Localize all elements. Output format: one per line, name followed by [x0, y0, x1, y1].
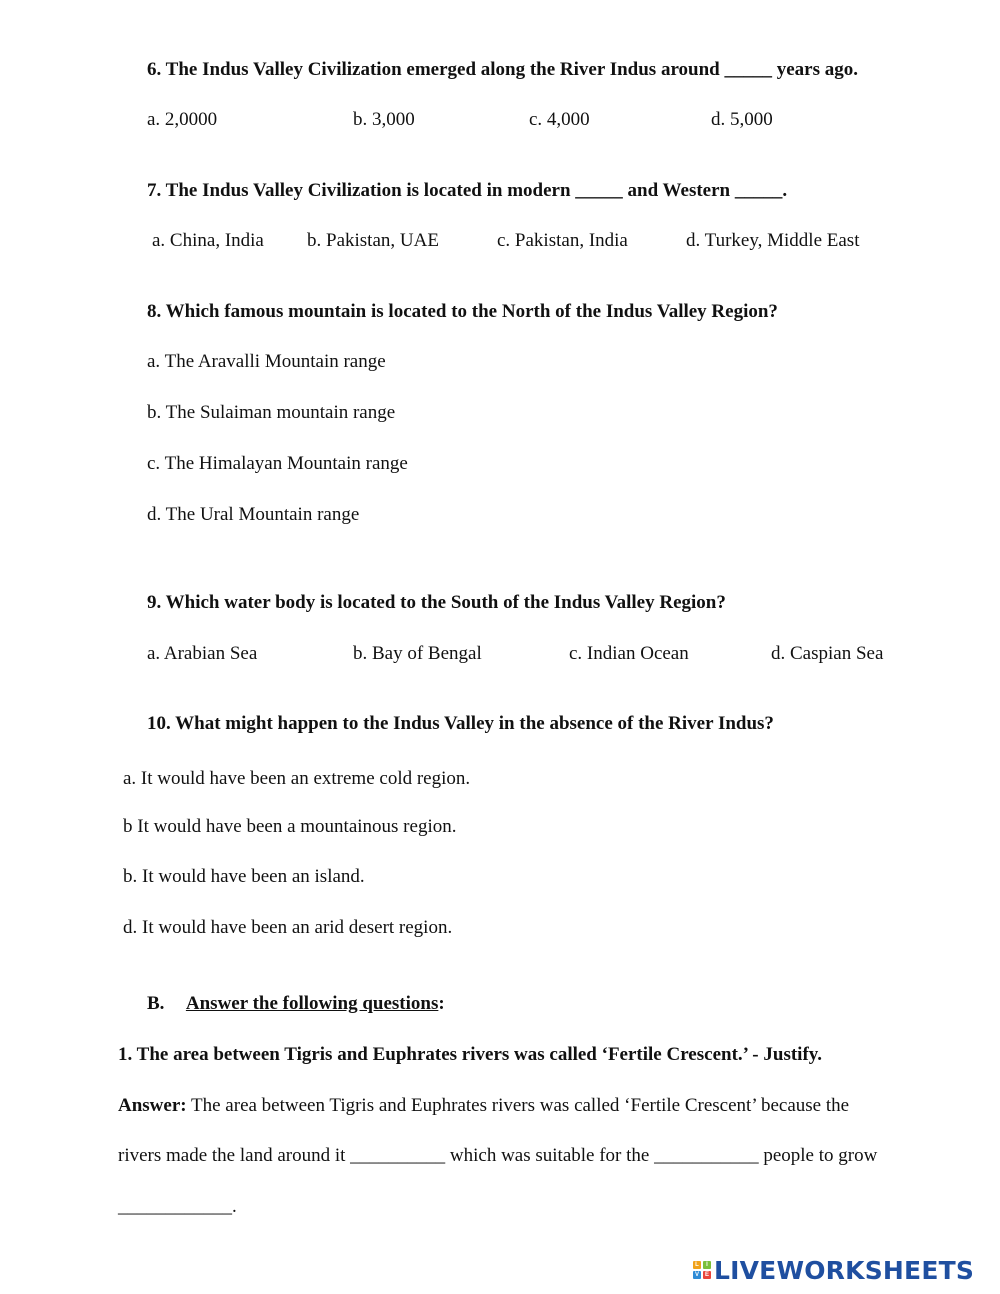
- answer-line-1: [118, 1096, 849, 1115]
- q8-option-b: b. The Sulaiman mountain range: [147, 402, 396, 423]
- section-b-title: Answer the following questions: [185, 993, 439, 1014]
- section-b-heading: [147, 994, 445, 1013]
- logo-mark-i: I: [703, 1261, 711, 1269]
- question-7: 7. The Indus Valley Civilization is located in modern _____ and Western _____.: [147, 180, 788, 201]
- logo-text: LIVEWORKSHEETS: [714, 1255, 975, 1285]
- q6-option-d: d. 5,000: [711, 109, 773, 130]
- q8-option-a: a. The Aravalli Mountain range: [147, 351, 386, 372]
- section-b-marker: B.: [147, 993, 165, 1014]
- section-b-question-1: 1. The area between Tigris and Euphrates rivers was called ‘Fertile Crescent.’ - Justify.: [118, 1044, 822, 1065]
- answer-line-2[interactable]: rivers made the land around it __________ which was suitable for the ___________ people to grow: [118, 1145, 878, 1166]
- logo-mark-icon: [693, 1261, 711, 1279]
- question-10: 10. What might happen to the Indus Valley in the absence of the River Indus?: [147, 713, 774, 734]
- q7-option-a: a. China, India: [152, 230, 264, 251]
- question-8: 8. Which famous mountain is located to the North of the Indus Valley Region?: [147, 301, 778, 322]
- question-9: 9. Which water body is located to the South of the Indus Valley Region?: [147, 592, 726, 613]
- q6-option-a: a. 2,0000: [147, 109, 218, 130]
- answer-line-3[interactable]: ____________.: [118, 1196, 237, 1217]
- q8-option-c: c. The Himalayan Mountain range: [147, 453, 408, 474]
- q9-option-c: c. Indian Ocean: [569, 643, 689, 664]
- q10-option-d: d. It would have been an arid desert region.: [123, 917, 453, 938]
- q10-option-a: a. It would have been an extreme cold region.: [123, 768, 471, 789]
- logo-mark-v: V: [694, 1272, 699, 1278]
- answer-text-1: The area between Tigris and Euphrates rivers was called ‘Fertile Crescent’ because the: [186, 1095, 850, 1116]
- q7-option-c: c. Pakistan, India: [497, 230, 628, 251]
- q7-option-d: d. Turkey, Middle East: [686, 230, 860, 251]
- q8-option-d: d. The Ural Mountain range: [147, 504, 360, 525]
- q7-option-b: b. Pakistan, UAE: [307, 230, 439, 251]
- q9-option-b: b. Bay of Bengal: [353, 643, 482, 664]
- q6-option-c: c. 4,000: [529, 109, 590, 130]
- q10-option-b: b. It would have been an island.: [123, 866, 365, 887]
- liveworksheets-logo: [693, 1256, 974, 1284]
- q6-option-b: b. 3,000: [353, 109, 415, 130]
- q9-option-a: a. Arabian Sea: [147, 643, 258, 664]
- logo-mark-e: E: [704, 1272, 709, 1278]
- question-6: 6. The Indus Valley Civilization emerged along the River Indus around _____ years ago.: [147, 59, 858, 80]
- logo-mark-l: L: [693, 1261, 701, 1269]
- section-b-colon: :: [438, 993, 445, 1014]
- q10-option-b-alt: b It would have been a mountainous region.: [123, 816, 457, 837]
- answer-label: Answer:: [118, 1095, 187, 1116]
- q9-option-d: d. Caspian Sea: [771, 643, 884, 664]
